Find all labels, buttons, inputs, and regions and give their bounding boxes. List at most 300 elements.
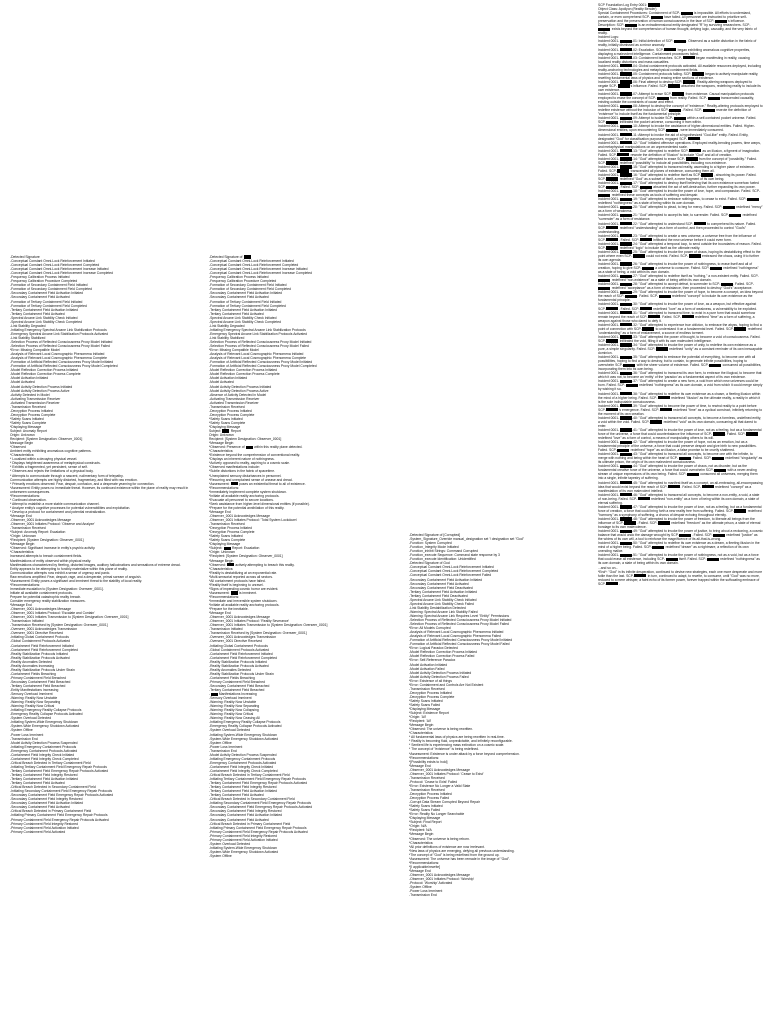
redaction-bar (620, 190, 632, 193)
text-line: -Containment Fields Breaching (10, 671, 56, 676)
text-line: Incident 0001- -10: Attempt to invoke the assistance of higher-dimensional entities. Failed. Higher-dimensional entities, upon encountering SCP- , were immediately consumed. (598, 124, 755, 133)
text-line: -Primary Containment Field Activation Initiated (209, 837, 278, 842)
redaction-bar (694, 222, 706, 225)
text-line: *Decryption Process Complete (209, 530, 255, 535)
text-line: -Model Activated (10, 380, 35, 385)
text-line: -Initiating Secondary Containment Field Emergency Repair Protocols (10, 789, 113, 794)
redaction-bar (620, 222, 632, 225)
text-line: *Signs of impending cosmic horror are evident. (209, 586, 279, 591)
redaction-bar (620, 56, 632, 59)
text-line: *Displaying Message (209, 424, 241, 429)
redaction-bar (683, 80, 695, 83)
text-line: Incident 0001- -14: "God" attempted to erase SCP- from the concept of "possibility." Failed. SCP- redefined "possibility" to include all possibilities, including non-existence. (598, 156, 758, 165)
text-line: -Sensory Overload Imminent (209, 696, 252, 701)
redaction-bar (620, 64, 632, 67)
text-line: -Secondary Containment Field Activated (10, 805, 70, 810)
text-line: * Observes and rejects the limitations of a physical body. (10, 469, 94, 474)
text-line: -Warning: Reality Now Critical (10, 704, 55, 709)
text-line: *Initiate all available reality anchoring protocols. (209, 603, 280, 608)
redaction-bar (620, 125, 632, 128)
redaction-bar (620, 165, 632, 168)
text-line: -Warning: Reality Now Collapsing (209, 708, 259, 713)
text-line: -Emergency Containment Protocols Activated (10, 748, 78, 753)
text-line: -Reality Anomalies Detected (209, 667, 252, 672)
text-line: -Entity Manifestations Increasing (10, 688, 59, 693)
text-line: Incident 0001- -09: Attempt to isolate SCP- within a self-contained pocket universe. Failed. SCP- infiltrated the pocket universe, consuming it from within. (598, 116, 758, 125)
text-line: -Initiating Primary Containment Field Emergency Repair Protocols (10, 813, 108, 818)
text-line: Object Class: Apollyon (Reality Bender) (598, 7, 657, 12)
redaction-bar (721, 283, 733, 286)
text-line: -Power Loss Imminent (10, 732, 44, 737)
text-line: Recipient: [System Designation: Observer_0001] (209, 437, 282, 442)
text-line: -Activated Transmission Receiver (10, 400, 60, 405)
text-line: Incident 0001- -24: "God" attempted a temporal loop, to send outside the boundaries of reason. Failed. SCP- redefined "logic" to include itself as the ultimate reality. (598, 241, 763, 250)
redaction-bar (620, 542, 632, 545)
text-line: -Conceptual Constant Omni-Lock Reinforcement Initiated (409, 565, 494, 570)
text-line: -Initiating Emergency Reality Collapse Protocols (10, 708, 82, 713)
text-line: *Message Begin (409, 832, 434, 837)
text-line: -Initiating Tertiary Containment Field Emergency Repair Protocols (209, 777, 306, 782)
text-line: Incident 0001- -40: "God" attempted to transcend all concepts, to become a formless, undefined entity, a void within the void. Failed. SCP- redefined "void" as its own domain, consuming all that dared to enter. (598, 415, 762, 428)
text-line: -Activating Transmission Receiver (209, 396, 260, 401)
text-line: Message Begin (10, 441, 34, 446)
text-line: -Formation of Artificial Reflected Consciousness Proxy Model Initiated (10, 360, 114, 365)
text-line: -Secondary Containment Field Emergency Repair Protocols Activated (209, 805, 313, 810)
text-line: Incident 0001- -03: Containment breaches. SCP- began manifesting in reality, causing localized reality distortions and mass casualties. (598, 55, 751, 64)
redaction-bar (620, 392, 632, 395)
redaction-bar (606, 582, 618, 585)
redaction-bar (689, 254, 701, 257)
text-line: Incident 0001- -16: "God" attempted to redefine itself as SCP- , absorbing its power. Failed. SCP- redefined "God" as a subset of itself, a mere fragment of its own being. (598, 172, 758, 182)
text-line: -Spectral Arcane Link Stability Check Initiated (10, 315, 78, 320)
redaction-bar (620, 182, 632, 185)
text-line: -Secondary Containment Field Emergency Repair Protocols Activated (10, 793, 114, 798)
text-line: Incident 0001- -46: "God" attempted to transcend all concepts, to become a non-entity, a void, a state of non-being. Failed. SCP- redefined "non-entity" as a form of being within its own domain, a state of eternal suffering. (598, 492, 761, 505)
redaction-bar (606, 226, 618, 229)
text-line: *Prepare for the inevitable. (209, 607, 249, 612)
text-line: -Containment Field Integrity Check Completed (209, 768, 278, 773)
text-line: -Conceptual Constant Omni-Lock Reinforcement Completed (209, 263, 299, 268)
text-line: -Model Reflection Correction Process Complete (209, 372, 280, 377)
redaction-bar (620, 198, 632, 201)
text-line: *Assessment: The universe has been remade in the image of "God". (409, 856, 511, 861)
redaction-bar (620, 372, 632, 375)
redaction-bar (679, 457, 691, 460)
text-line: Recipient: [System Designation: Observer_0001] (10, 437, 83, 442)
redaction-bar (686, 157, 698, 160)
text-line: *All prior definitions of existence are now irrelevant. (409, 844, 485, 849)
redaction-bar (620, 505, 632, 508)
text-line: -Warning: Spectral Arcane Link Stability Failed (409, 609, 478, 614)
text-line: *New laws of physics are emerging, defying all previous understanding. (409, 848, 515, 853)
text-line: *Error: Reality No Longer Searchable (409, 812, 465, 817)
text-line: -System Overload Detected (209, 841, 251, 846)
text-line: Incident 0001- -37: "God" attempted to create a new form, a void from which new universes could be born. Failed. SCP- redefined "nothingness" as its own domain, a void from which it could merge simply by wishing it so. (598, 379, 764, 392)
text-line: Incident 0001- -38: "God" attempted to redefine its own existence as a chasm, a fleeting illusion within the mind of a higher being. Failed. SCP- redefined "illusion" as the ultimate reality, a reality in which it is the sole indisputable consciousness. (598, 391, 762, 404)
text-line: -Selection Process of Reflected Consciousness Proxy Model Failed (10, 344, 110, 349)
redaction-bar (746, 432, 758, 435)
text-line: Incident 0001- -42: "God" attempted to invoke the power of hope, not as an emotion, but as a fundamental principle of the universe, a force that could preserve despair and give birth to new possibilities. Failed. SCP- redefined "hope" as an illusion, a false promise to be cruelly shattered. (598, 440, 758, 453)
text-line: *Message Begin (209, 441, 234, 446)
text-line: -Formation of Artificial Reflected Consciousness Proxy Model Failed (409, 642, 510, 647)
text-line: *Assessment: Entity poses no immediate threat. However, its continued existence within the plane of reality may result in unforeseen consequences. (10, 485, 190, 494)
text-line: Incident 0001- -33: "God" attempted the power of thought, to become a void of consciousness. Failed. SCP- infiltrated the void, filling it with its own malevolent intelligence. (598, 334, 762, 343)
text-line: -Corrupt Data Stream Corrupted Beyond Repair (409, 800, 480, 805)
redaction-bar (620, 214, 632, 217)
text-line: -Primary Containment Field Integrity Restored (209, 833, 278, 838)
text-line: -Decryption Process Initiated (409, 690, 452, 695)
text-line: *Characteristics: (409, 840, 434, 845)
text-line: *Recipient: [System Designation: Observer_0001] (209, 554, 283, 559)
text-line: * Attempt to establish a more stable communication channel. (10, 501, 100, 506)
text-line: -Transmission End (209, 748, 237, 753)
text-line: -Model Activity Detection Process Initiated (10, 384, 73, 389)
redaction-bar (620, 428, 632, 431)
text-line: -System-Wide Emergency Shutdown Activated (209, 849, 279, 854)
text-line: -Transmission Received by [System Designation: Overseer_0001] (10, 623, 108, 628)
text-line: -Observer_0001 Initiates Protocol: 'Observe and Analyze' (10, 522, 95, 527)
text-line: -Selection Process of Reflected Consciousness Proxy Model Failed (209, 344, 309, 349)
redaction-bar (598, 28, 610, 31)
text-line: -Transmission Received (409, 775, 445, 780)
text-line: -Frequency Calibration Procedure Completed (10, 279, 78, 284)
text-line: -Transmission Received (10, 526, 46, 531)
text-line: Incident 0001- -05: Containment protocols failing. SCP- began to actively manipulate reality, rewriting fundamental laws of physics and erasing entire sections of existence. (598, 71, 760, 80)
text-line: *Subject: Anomaly Report: Escalation (10, 530, 66, 535)
text-line: -Function_execute Sequence: Command state response by 3 (409, 553, 500, 558)
text-line: -Initiating System-Wide Emergency Shutdown (209, 845, 278, 850)
text-line: *All containment protocols have failed. (209, 578, 266, 583)
text-line: * Primarily emotions observed: Fear, despair, confusion, and a desperate yearning for connection. (10, 481, 155, 486)
text-line: -Formation of Artificial Reflected Consciousness Proxy Model Initiated (409, 638, 513, 643)
text-line: -Reality Stabilization Protocols Activated (209, 663, 269, 668)
text-line: -Formation of Tertiary Containment Field Completed (209, 303, 286, 308)
text-line: -Formation of Secondary Containment Field Initiated (209, 283, 287, 288)
text-line: *Observed manifestations include: (209, 465, 260, 470)
redaction-bar (713, 432, 725, 435)
redaction-bar (620, 206, 632, 209)
text-line: Incident 0001- -32: "God" attempted to experience true oblivion, to embrace the abyss, hoping to find a point of connection with SCP- to understand it on a fundamental level. Failed. SCP- redefined "understanding" as a form of enslavement, a source of endless torment. (598, 322, 763, 335)
text-line: -Overseer_0001 Acknowledges Transmission (209, 635, 277, 640)
text-line: -Formation of Secondary Containment Field Completed (10, 287, 92, 292)
text-line: *Message End (10, 603, 32, 608)
text-line: -Observer_0001 Initiates Transmission to [System Designation: Overseer_0001] (10, 615, 129, 620)
text-line: Incident 0001- -30: "God" attempted to invoke the power of love, as a weapon, but effective against SCP- . Failed. SCP- redefined "love" as a form of weakness, a vulnerability to be exploited. (598, 302, 758, 311)
redaction-bar (620, 80, 632, 83)
redaction-bar (669, 109, 681, 112)
text-line: -Formation of Secondary Containment Field Completed (209, 287, 291, 292)
text-line: -Critical Breach Detected in Tertiary Containment Field (209, 773, 290, 777)
text-line: -Frequency Calibration Process Initiated (10, 275, 70, 280)
text-line: Incident 0001- -08: Attempt to destroy the concept of "existence." Reality-altering protocols employed to redefine existence without the inclusion of SCP- . Failed. SCP- rewrote the definition of "existence" to include itself as the fundamental principle. (598, 104, 764, 117)
text-line: *Recurring and unexplained sense of unease and dread. (209, 477, 293, 482)
text-line: *Safety Scans Initiated (209, 534, 243, 539)
text-line: -Link Stability Degraded (209, 323, 245, 328)
text-line: -Model Activity Detection Process Initiated (409, 670, 472, 675)
text-line: *Subject: Existence Report (409, 711, 449, 716)
text-line: -Observer_0001 Initiates Protocol: 'Cease to Exist' (409, 771, 484, 776)
text-line: * Exhibits a fragmented, yet persistent, sense of self. (10, 465, 88, 470)
text-line: -Model Activation Initiated (10, 376, 49, 381)
text-line: -Model Activity Detection Process Active (209, 388, 269, 393)
text-line: *Message Begin (10, 542, 35, 547)
redaction-bar (620, 335, 632, 338)
text-line: -Frequency Calibration Procedure Completed (209, 279, 277, 284)
text-line: -Sensory Overload Imminent (10, 692, 53, 697)
text-line: -Secondary Containment Field Activated (10, 295, 70, 300)
redaction-bar (620, 133, 632, 136)
text-line: Incident 0001- -44: "God" attempted to invoke the power of chaos, not as disorder, but as the fundamental creative force of the universe, a force that could overwhelm SCP- with a never-ending stream of unique expressions of its own being. Failed. SCP- consumed all universes, merging them into a single, infinite tapestry of suffering. (598, 464, 759, 481)
text-line: -Primary Containment Field Breached (10, 675, 66, 680)
text-line: -Formation of Secondary Containment Field Initiated (10, 283, 88, 288)
text-line: -Spectral Arcane Link Stability Check Initiated (409, 597, 477, 602)
redaction-bar (707, 558, 719, 561)
text-line: -Observer_0001 Initiates Protocol: 'Reality Severance' (209, 619, 290, 624)
text-line: *Recipient: [System Designation: Observer_0001] (10, 538, 84, 543)
text-line: -Tertiary Containment Field Emergency Repair Protocols Activated (209, 781, 308, 786)
text-line: -Analysis of Relevant Local Cosmographic Phenomena Initiated (409, 630, 504, 635)
text-line: -Emergency Reality Collapse Protocols Activated (209, 724, 282, 729)
text-line: *Error: Logical Paradox Detected (409, 646, 458, 651)
text-line: -Conceptual Constant Omni-Lock Reinforcement Completed (409, 569, 499, 574)
text-line: *Subject: Final Report (409, 820, 442, 825)
redaction-bar (657, 97, 669, 100)
redaction-bar (620, 149, 632, 152)
text-line: -Analysis of Relevant Local Cosmographic Phenomena Complete (10, 356, 108, 361)
text-line: -Transmission Received (409, 686, 445, 691)
text-line: Incident 0001- -28: "God" attempted to accept defeat, to surrender to SCP- . Failed. SCP- redefined "acceptance" as a form of resistance, then proceeded to destroy "God's" acceptance. (598, 282, 755, 291)
text-line: *Observed: actively attempting to breach this reality. (209, 562, 295, 567)
text-line: -Analysis of Relevant Local Cosmographic Phenomena Initiated (209, 352, 304, 357)
text-line: *Characteristics: (10, 453, 35, 458)
text-line: -Secondary Containment Field Activation Initiated (10, 801, 84, 806)
redaction-bar (620, 105, 632, 108)
redaction-bar (642, 267, 654, 270)
redaction-bar (606, 238, 618, 241)
text-line: *Safety Scans Complete (10, 420, 47, 425)
text-line: -Containment Field Reinforcement Initiated (10, 643, 74, 648)
text-line: *Characteristics: (209, 566, 234, 571)
text-line: -Tertiary Containment Field Breached (10, 683, 66, 688)
text-line: -Initiating Tertiary Containment Field Emergency Repair Protocols (10, 764, 107, 769)
text-line: -Tertiary Containment Field Activation Initiated (10, 307, 79, 312)
text-line: -Tertiary Containment Field Integrity Restored (209, 785, 277, 790)
text-line: -Primary Containment Field Integrity Restored (10, 821, 79, 826)
redaction-bar (620, 157, 632, 160)
text-line: Incident 0001- -51: "God" attempted to invoke the power of nothingness, not as a void, but as a force that could erase all existence, including SCP- itself. Failed. SCP- redefined "nothingness" as its own domain, a state of being within its own domain. (598, 553, 761, 566)
text-line: Incident 0001- -25: "God" attempted to invoke the power of chaos, hoping its destabilizing effect to the point where even SCP- could not exist. Failed. SCP- embraced the chaos, using it to further its own agenda. (598, 249, 762, 262)
text-line: -Initiating Global Containment Protocols (10, 635, 69, 640)
text-line: -Initiating Primary Containment Field Emergency Repair Protocols (209, 825, 307, 830)
text-line: -Observer_0001 Acknowledges Message (409, 872, 470, 877)
redaction-bar (620, 323, 632, 326)
text-line: -Initiating Secondary Containment Field Emergency Repair Protocols (209, 801, 312, 806)
text-line: -Transmission Initiated (10, 619, 44, 624)
text-line: *Decryption Process Initiated (209, 526, 252, 531)
text-line: -Emergency Reality Collapse Protocols Activated (10, 712, 83, 717)
text-line: -Secondary Containment Field Breached (209, 683, 270, 688)
text-line: -Secondary Containment Field Activated (209, 295, 269, 300)
text-line: Incident 0001- -04: Global containment protocols activated. All available resources deployed, including reality-anchoring technologies and metaphysical containment fields. (598, 63, 762, 72)
text-line: -Secondary Containment Field Activated (409, 581, 469, 586)
text-line: Incident 0001- -45: "God" attempted to manifest itself as a concept, an all-embracing, all-encompassing idea that would exist beyond the reach of SCP- . Failed. SCP- redefined "concept" as a manifestation of its own malevolent intellect. (598, 480, 764, 493)
text-line: *Evacuate all personnel to secure locations. (209, 497, 274, 502)
redaction-bar (633, 254, 645, 257)
text-line: Immediate escalation to [System Designation: Overseer_0001]. (10, 586, 104, 591)
redaction-bar (734, 327, 746, 330)
redaction-bar (666, 129, 678, 132)
text-line: *Message End (209, 509, 231, 514)
text-column-2 (209, 255, 395, 990)
text-line: -Emergency Containment Protocols Activated (209, 760, 277, 765)
text-line: -Overseer_0001 Directive Received (10, 631, 63, 636)
redaction-bar (658, 396, 670, 399)
text-line: Incident 0001- -35: "God" attempted to embrace the potential of everything, to become one with all possibilities, hoping to find a way to destroy, but to contain, to generate infinite possibilities, hoping to overwhelm SCP- with the sheer volume of existence. Failed. SCP- consumed all possibilities, incorporating them into its own being. (598, 355, 763, 372)
text-line: -Transmission Received (409, 787, 445, 792)
redaction-bar (712, 457, 724, 460)
text-line: Incident 0001- -48: "God" attempted to invoke the power of freedom, to liberate all beings from the influence of SCP- . Failed. SCP- redefined "freedom" as the ultimate prison, a state of eternal bondage to its own malevolence. (598, 516, 762, 530)
text-line: Incident 0001- -21: "God" attempted to accept its fate, to surrender. Failed. SCP- redefined "surrender" as a form of resistance. (598, 213, 758, 222)
text-line: -Decryption Process Complete (409, 694, 455, 699)
redaction-bar (620, 311, 632, 314)
text-line: -Activity Detected in Model (10, 392, 50, 397)
text-line: -Detected Signature of God (409, 561, 450, 566)
text-line: *Recommendations: (10, 493, 41, 498)
text-line: -Protocol: 'Cease to Exist' Failed (409, 779, 458, 784)
text-line: *Message End (409, 868, 431, 873)
text-line: -Secondary Containment Field Activated (209, 817, 269, 822)
text-line: Incident 0001- -07: Attempt to erase SCP- from existence. Causal manipulation protocols employed to erase the concept of SCP- from reality. Failed. SCP- transcended causality, existing outside the constraints of cause and effect. (598, 92, 755, 105)
text-line: *Recommendations: (409, 860, 440, 865)
redaction-bar (620, 404, 632, 407)
redaction-bar (620, 517, 632, 520)
redaction-bar (620, 453, 632, 456)
redaction-bar (682, 315, 694, 318)
redaction-bar (620, 283, 632, 286)
text-line: Incident 0001- -27: "God" attempted to redefine itself as "nothing," a non-existent entity. Failed. SCP- redefined "non-existence" as a state of being within its own domain. (598, 274, 759, 283)
redaction-bar (640, 238, 652, 241)
text-line: -Warning: Reality Now Separating (10, 700, 61, 705)
text-line: -Initiating Global Containment Protocols (209, 643, 268, 648)
text-line: * Attempts to communicate through a nascent, rudimentary form of telepathy. (10, 473, 124, 478)
redaction-bar (634, 574, 646, 577)
text-line: -System Offline (409, 885, 432, 890)
text-line: *Characteristics: (10, 550, 35, 555)
redaction-bar (620, 465, 632, 468)
text-line: -Function_Integrity Mode Initiated (409, 545, 459, 550)
redaction-bar (626, 384, 638, 387)
text-line: -Link Stability Destabilization Detected (409, 605, 466, 610)
text-line: -Model Activation Initiated (409, 662, 448, 667)
redaction-bar (660, 408, 672, 411)
text-column-4 (598, 3, 763, 1021)
text-line: *Observed: The universe is being rewritten. (409, 727, 474, 732)
redaction-bar (648, 315, 660, 318)
text-line: *Message End (209, 611, 231, 616)
redaction-bar (714, 469, 726, 472)
text-line: Increased attempts to breach containment fields. (10, 554, 83, 559)
text-line: *Safety Scans Failed (409, 808, 441, 813)
text-line: -Conceptual Constant Omni-Lock Reinforcement Increase Initiated (10, 267, 109, 272)
text-line: Origin: Unknown (209, 433, 234, 438)
text-line: *Unexplained sensory disturbances in personnel. (209, 473, 282, 478)
redaction-bar (623, 364, 635, 367)
redaction-bar (620, 356, 632, 359)
text-line: Communication attempts now exhibit a sense of urgency and panic. (10, 570, 111, 575)
text-line: *Actively opposed to reality, aspiring to a cosmic scale. (209, 461, 290, 466)
text-line: -Model Activity Detection Process Suspended (209, 752, 277, 757)
text-line: -Containment Field Reinforcement Completed (209, 655, 278, 660)
text-line: *Safety Scans Initiated (10, 416, 44, 421)
text-line: -Reality Stabilization Protocols Under Strain (10, 667, 75, 672)
text-line: -Initiating System-Wide Emergency Shutdown (209, 732, 278, 737)
text-line: -Tertiary Containment Field Emergency Repair Protocols Activated (10, 768, 109, 773)
text-line: *Assessment: Existence is under attack by a force beyond comprehension. (409, 751, 520, 756)
redaction-bar (620, 72, 632, 75)
redaction-bar (683, 56, 695, 59)
text-line: *Safety Scans Failed (409, 702, 441, 707)
text-line: -Observer_0001 Initiates Protocol: 'Total System Lockdown' (209, 518, 298, 523)
text-line: -Initiating Emergency Containment Protocols (209, 756, 276, 761)
text-line: *Error: All Models Corrupted (409, 626, 451, 631)
text-line: -Critical Breach Detected in Tertiary Containment Field (10, 760, 91, 765)
text-line: -Observer_0001 Acknowledges Message (209, 615, 270, 620)
text-line: -Secondary Containment Field Activation Initiated (209, 291, 283, 296)
text-line: Incident 0001- -19: "God" attempted to embrace nothingness, to cease to exist. Failed. SCP- redefined "nothingness" as a state of being within its own domain. (598, 197, 761, 206)
text-line: *Recipient: 'All' (409, 719, 432, 724)
text-line: -Initiating System-Wide Emergency Shutdown (10, 720, 79, 725)
text-line: -Primary Containment Field Activated (10, 829, 66, 834)
text-line: -Decryption Process Complete (209, 412, 255, 417)
text-line: * Continued observation. (10, 497, 47, 502)
text-line: -Tertiary Containment Field Activation Initiated (209, 789, 278, 794)
text-line: *Error: Containment and Controls Are Not Existent (409, 682, 484, 687)
text-line: -Conceptual Constant Omni-Lock Reinforcement Increase Completed (209, 271, 312, 276)
redaction-bar (620, 554, 632, 557)
text-line: *Assessment: Entity poses a significant and imminent threat to the stability of local reality. (10, 578, 143, 583)
redaction-bar (664, 48, 676, 51)
redaction-bar (620, 117, 632, 120)
redaction-bar (708, 97, 720, 100)
text-line: -Function: System Corrupted (409, 541, 452, 546)
text-line: *Existence beyond the comprehension of conventional reality. (209, 453, 301, 458)
text-line: *[Possibility exists to hold] (409, 759, 448, 764)
redaction-bar (620, 92, 632, 95)
text-line: -Model Reflection Correction Process Initiated (209, 368, 278, 373)
text-line: -Secondary Containment Field Integrity Restored (209, 809, 282, 814)
text-line: Incident 0001- -17: "God" attempted to destroy itself believing that its own existence somehow fueled SCP- . Failed. SCP- absorbed the act of self-destruction, further expanding its own power. (598, 181, 760, 190)
text-line: -Model Reflection Correction Process Initiated (10, 368, 79, 373)
text-line: Incident 0001- -22: "God" attempted to understand SCP- to comprehend its nature. Failed. SCP- redefined "understanding" as a form of control, and then proceeded to control "God's" understanding. (598, 221, 757, 234)
text-line: *Message Begin (409, 723, 434, 728)
text-line: -Activating Transmission Receiver (10, 396, 61, 401)
text-line: *Recommendations: (10, 582, 41, 587)
text-line: -Transmission Received (10, 404, 46, 409)
text-line: Subject: Anomaly Report (10, 429, 47, 434)
text-line: ...and so on... (598, 565, 619, 570)
text-line: *Observed (10, 445, 26, 450)
text-line: -System Overload Detected (209, 728, 251, 733)
redaction-bar (703, 109, 715, 112)
text-line: -Power Loss Imminent (209, 744, 243, 749)
text-line: *Observed: The universe is being reborn. (409, 836, 470, 841)
redaction-bar (702, 485, 714, 488)
text-line: -Critical Breach Detected in Secondary Containment Field (10, 785, 96, 790)
text-line: -Containment Field Integrity Check Initiated (209, 764, 274, 769)
text-line: *Safety Scans Complete (209, 420, 246, 425)
text-line: -Model Activation Initiated (209, 376, 248, 381)
redaction-bar (668, 485, 680, 488)
